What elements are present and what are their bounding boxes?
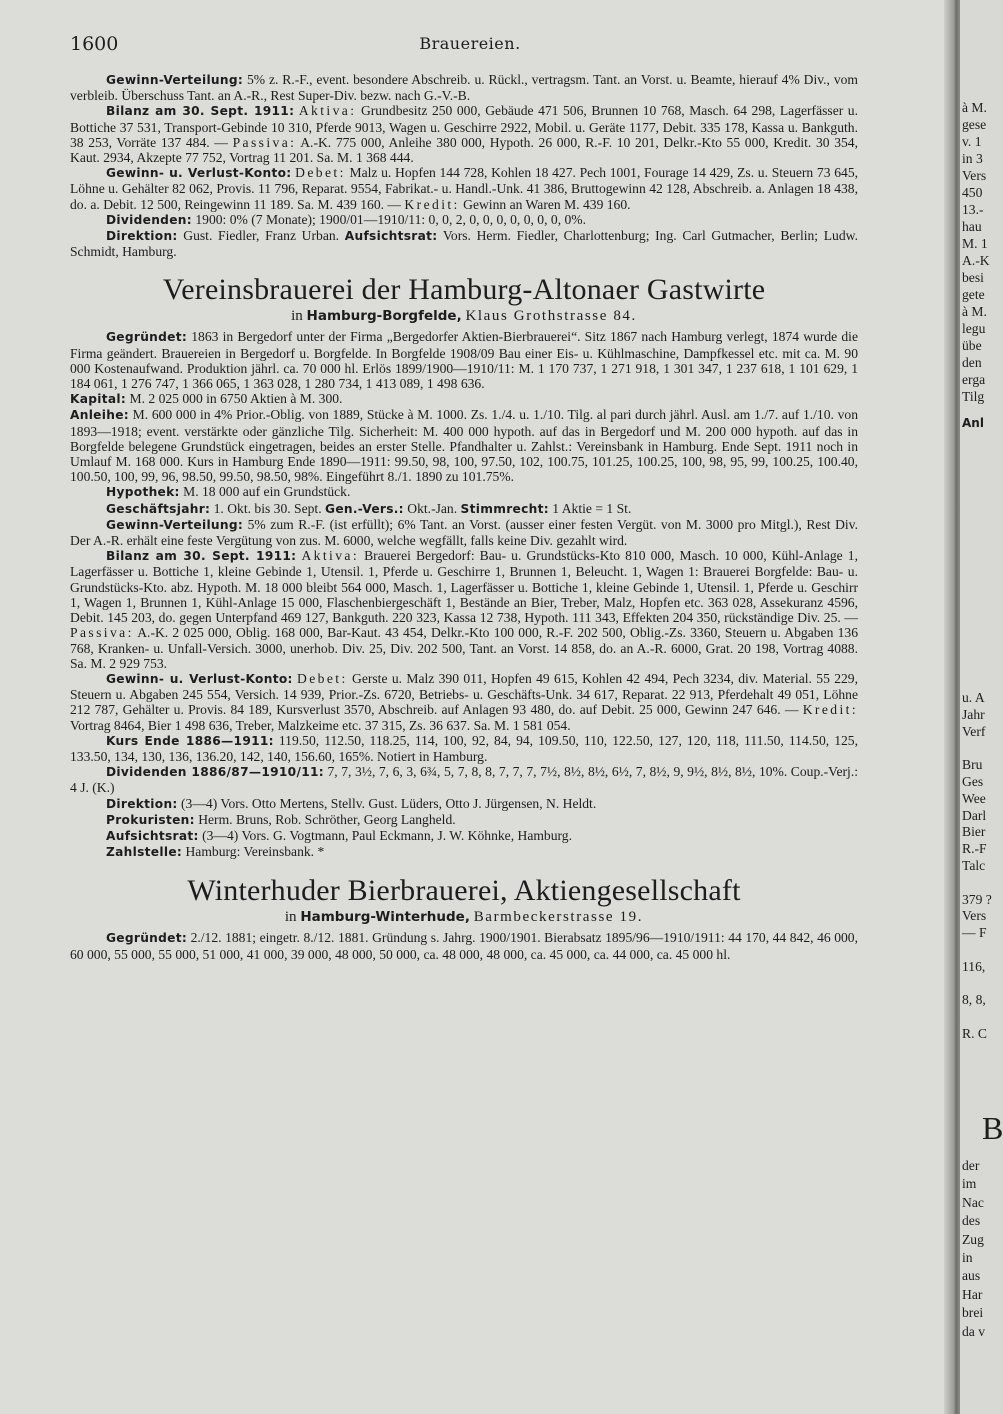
aufsichtsrat: Aufsichtsrat: (3—4) Vors. G. Vogtmann, Paul Eckmann, J. W. Köhnke, Hamburg.	[106, 827, 572, 843]
prokuristen: Prokuristen: Herm. Bruns, Rob. Schröther, Georg Langheld.	[106, 811, 456, 827]
next-page-line: R. C	[962, 1026, 987, 1041]
next-page-line: aus	[962, 1268, 981, 1284]
next-page-line: Har	[962, 1286, 983, 1302]
adjacent-page-fragment	[960, 0, 1003, 1414]
next-page-line: 8, 8,	[962, 992, 986, 1008]
next-page-line: — F	[962, 925, 987, 941]
next-page-line: der	[962, 1158, 980, 1173]
company2-gegruendet: Gegründet: 2./12. 1881; eingetr. 8./12. 1881. Gründung s. Jahrg. 1900/1901. Bierabsatz 1895/96—1910/1911: 44 170, 44 842, 46 000, 60 000, 55 000, 55 000, 51 000, 41 000, 39 000, 48 000, 50 000, ca. 48 000, 48 000, ca. 45 000, ca. 44 000, ca. 45 000 hl.	[70, 930, 858, 962]
next-page-line: brei	[962, 1305, 984, 1321]
bilanz: Bilanz am 30. Sept. 1911: Aktiva: Brauerei Bergedorf: Bau- u. Grundstücks-Kto 810 000, Masch. 10 000, Kühl-Anlage 1, Lagerfässer u. Bottiche 1, kleine Gebinde 1, Utensil. 1, Pferde u. Geschirre 1, Brunnen 1, Beleucht. 1, Wagen 1: Brauerei Borgfelde: Bau- u. Grundstücks-Kto. abz. Hypoth. M. 18 000 bleibt 564 000, Masch. 1, Lagerfässer u. Bottiche 1, kleine Gebinde 1, Utensil. 1, Pferde u. Geschirr 1, Wagen 1, Brunnen 1, Kühl-Anlage 15 000, Flaschenbiergeschäft 1, Bestände an Bier, Treber, Malz, Hopfen etc. 363 028, Assekuranz 4596, Debit. 145 203, do. gegen Unterpfand 469 127, Bankguth. 220 323, Kassa 12 738, Hypoth. 111 343, Effekten 204 350, rückständige Div. 25. — Passiva: A.-K. 2 025 000, Oblig. 168 000, Bar-Kaut. 43 454, Delkr.-Kto 100 000, R.-F. 202 500, Oblig.-Zs. 3360, Steuern u. Abgaben 136 768, Kranken- u. Unfall-Versich. 3000, unerhob. Div. 25, Div. 202 500, Tant. an Vorst. 14 858, do. an A.-R. 6000, Grat. 20 198, Vortrag 4088. Sa. M. 2 929 753.	[70, 548, 858, 671]
company-title: Vereinsbrauerei der Hamburg-Altonaer Gastwirte	[162, 273, 766, 307]
next-page-line: 379 ?	[962, 891, 992, 907]
next-page-line: 116,	[962, 958, 986, 974]
kurs: Kurs Ende 1886—1911: 119.50, 112.50, 118.25, 114, 100, 92, 84, 94, 109.50, 110, 122.50, 127, 120, 118, 111.50, 114.50, 125, 133.50, 134, 130, 136, 136.20, 142, 140, 156.60, 165%. Notiert in Hamburg.	[70, 732, 858, 764]
anleihe: Anleihe: M. 600 000 in 4% Prior.-Oblig. von 1889, Stücke à M. 1000. Zs. 1./4. u. 1./10. Tilg. al pari durch jährl. Ausl. am 1./7. auf 1./10. von 1893—1918; event. verstärkte oder gänzliche Tilg. Sicherheit: M. 400 000 hypoth. auf das in Bergedorf und M. 200 000 hypoth. auf das in Borgfelde belegene Grundstück eingetragen, beides an erster Stelle. Pfandhalter u. Zahlst.: Vereinsbank in Hamburg. Ende Sept. 1911 noch in Umlauf M. 168 000. Kurs in Hamburg Ende 1890—1911: 99.50, 98, 100, 97.50, 102, 100.75, 101.25, 100.25, 100, 98, 95, 99, 100.25, 100.40, 100.50, 100, 99, 96, 98.50, 99.50, 98.50, 98%. Eingeführt 8./1. 1890 zu 101.75%.	[70, 407, 859, 485]
next-page-line: Nac	[962, 1194, 984, 1210]
next-page-line: erga	[962, 372, 986, 387]
zahlstelle: Zahlstelle: Hamburg: Vereinsbank. *	[106, 844, 325, 860]
next-page-line: u. A	[962, 690, 985, 705]
company2-city: Hamburg-Winterhude,	[300, 909, 470, 926]
next-page-line: gete	[962, 287, 985, 302]
top-bilanz: Bilanz am 30. Sept. 1911: Aktiva: Grundbesitz 250 000, Gebäude 471 506, Brunnen 10 768, Masch. 64 298, Lagerfässer u. Bottiche 37 531, Transport-Gebinde 10 310, Pferde 9013, Wagen u. Geschirre 2922, Mobil. u. Geräte 1177, Debit. 335 178, Kassa u. Bankguth. 38 253, Vorräte 137 484. — Passiva: A.-K. 775 000, Anleihe 380 000, Hypoth. 26 000, R.-F. 10 201, Delkr.-Kto 55 000, Kredit. 30 354, Kaut. 2934, Akzepte 77 752, Vortrag 11 201. Sa. M. 1 368 444.	[70, 103, 859, 166]
gewinn-verlust-konto: Gewinn- u. Verlust-Konto: Debet: Gerste u. Malz 390 011, Hopfen 49 615, Kohlen 42 494, Pech 3234, div. Material. 55 229, Steuern u. Abgaben 245 554, Versich. 14 939, Prior.-Zs. 6720, Betriebs- u. Geschäfts-Unk. 34 617, Reparat. 22 913, Pferdehalt 49 051, Löhne 212 787, Gehälter u. Provis. 84 189, Kursverlust 3570, Abschreib. auf Anlagen 93 480, do. auf Debit. 25 000, Gewinn 247 646. — Kredit: Vortrag 8464, Bier 1 498 636, Treber, Malzkeime etc. 37 315, Zs. 36 637. Sa. M. 1 581 054.	[70, 670, 858, 733]
next-page-line: R.-F	[962, 841, 987, 857]
next-page-line: hau	[962, 219, 982, 234]
next-page-line: in	[962, 1250, 973, 1265]
running-title: Brauereien.	[419, 34, 521, 53]
next-page-line: Wee	[962, 790, 986, 806]
next-page-line: v. 1	[962, 134, 982, 149]
next-page-line: A.-K	[962, 253, 990, 268]
top-gewinn-verlust: Gewinn- u. Verlust-Konto: Debet: Malz u. Hopfen 144 728, Kohlen 18 427. Pech 1001, Fourage 14 429, Zs. u. Steuern 73 645, Löhne u. Gehälter 82 062, Provis. 11 796, Reparat. 9554, Fabrikat.- u. Handl.-Unk. 41 386, Bruttogewinn 42 128, Abschreib. a. Anlagen 18 438, do. a. Debit. 12 500, Reingewinn 11 189. Sa. M. 439 160. — Kredit: Gewinn an Waren M. 439 160.	[70, 165, 859, 212]
top-dividenden: Dividenden: 1900: 0% (7 Monate); 1900/01—1910/11: 0, 0, 2, 0, 0, 0, 0, 0, 0, 0, 0%.	[106, 211, 587, 227]
company2-title: Winterhuder Bierbrauerei, Aktiengesellschaft	[187, 874, 741, 908]
company-location: in Hamburg-Borgfelde, Klaus Grothstrasse 84.	[291, 308, 637, 325]
company-street: Klaus Grothstrasse 84.	[465, 308, 637, 325]
next-page-bold-fragment: Anl	[962, 416, 984, 430]
page-number: 1600	[70, 33, 119, 55]
next-page-line: Zug	[962, 1231, 984, 1247]
page-content	[70, 72, 858, 962]
next-page-line: da v	[962, 1323, 986, 1339]
next-page-line: Jahr	[962, 706, 985, 722]
next-page-line: à M.	[962, 100, 987, 115]
next-page-line: den	[962, 355, 982, 370]
company2-street: Barmbeckerstrasse 19.	[473, 909, 644, 926]
next-page-line: in 3	[962, 151, 983, 166]
next-page-line: à M.	[962, 304, 987, 319]
page-header	[70, 33, 870, 59]
next-page-line: Ges	[962, 774, 984, 789]
next-page-line: Bier	[962, 824, 986, 840]
kapital: Kapital: M. 2 025 000 in 6750 Aktien à M. 300.	[70, 391, 343, 407]
dividenden: Dividenden 1886/87—1910/11: 7, 7, 3½, 7, 6, 3, 6¾, 5, 7, 8, 8, 7, 7, 7, 7½, 8½, 8½, 6½, 7, 8½, 9, 9½, 8½, 8½, 10%. Coup.-Verj.: 4 J. (K.)	[70, 764, 858, 796]
gegruendet: Gegründet: 1863 in Bergedorf unter der Firma „Bergedorfer Aktien-Bierbrauerei“. Sitz 1867 nach Hamburg verlegt, 1874 wurde die Firma geändert. Brauereien in Bergedorf u. Borgfelde. In Borgfelde 1908/09 Bau einer Eis- u. Kühlmaschine, Dampfkessel etc. mit ca. M. 90 000 Kostenaufwand. Produktion jährl. ca. 70 000 hl. Erlös 1899/1900—1910/11: M. 1 170 737, 1 271 918, 1 301 347, 1 237 618, 1 101 629, 1 184 061, 1 276 747, 1 366 065, 1 363 028, 1 280 734, 1 413 089, 1 498 636.	[70, 329, 858, 392]
company-city: Hamburg-Borgfelde,	[306, 308, 462, 325]
company2-location: in Hamburg-Winterhude, Barmbeckerstrasse 19.	[284, 909, 644, 926]
direktion: Direktion: (3—4) Vors. Otto Mertens, Stellv. Gust. Lüders, Otto J. Jürgensen, N. Heldt.	[106, 795, 597, 811]
next-page-line: gese	[962, 117, 987, 132]
next-page-line: Tilg	[962, 389, 985, 404]
next-page-heading-letter: B	[982, 1110, 1003, 1146]
next-page-line: 13.-	[962, 202, 984, 217]
next-page-line: Talc	[962, 858, 986, 873]
next-page-line: Bru	[962, 757, 983, 773]
next-page-line: Vers	[962, 168, 987, 183]
next-page-line: M. 1	[962, 236, 988, 251]
hypothek: Hypothek: M. 18 000 auf ein Grundstück.	[106, 484, 351, 500]
next-page-line: 450	[962, 185, 983, 200]
next-page-line: legu	[962, 321, 986, 336]
top-gewinn-verteilung: Gewinn-Verteilung: 5% z. R.-F., event. besondere Abschreib. u. Rückl., vertragsm. Tant. an Vorst. u. Beamte, hierauf 4% Div., vom verbleib. Überschuss Tant. an A.-R., Rest Super-Div. bezw. nach G.-V.-B.	[70, 72, 858, 104]
next-page-line: Darl	[962, 807, 987, 823]
next-page-line: übe	[962, 338, 982, 353]
gewinn-verteilung: Gewinn-Verteilung: 5% zum R.-F. (ist erfüllt); 6% Tant. an Vorst. (ausser einer festen Vergüt. von M. 3000 pro Mitgl.), Rest Div. Der A.-R. erhält eine feste Vergütung von zus. M. 6000, welche wegfällt, falls keine Div. gezahlt wird.	[70, 516, 858, 549]
next-page-line: im	[962, 1176, 977, 1192]
top-direktion: Direktion: Gust. Fiedler, Franz Urban. Aufsichtsrat: Vors. Herm. Fiedler, Charlottenburg; Ing. Carl Gutmacher, Berlin; Ludw. Schmidt, Hamburg.	[70, 228, 858, 260]
next-page-line: Verf	[962, 723, 986, 739]
next-page-line: Vers	[962, 908, 987, 924]
next-page-line: des	[962, 1213, 981, 1229]
next-page-line: besi	[962, 270, 984, 285]
geschaeftsjahr: Geschäftsjahr: 1. Okt. bis 30. Sept. Gen.-Vers.: Okt.-Jan. Stimmrecht: 1 Aktie = 1 St.	[106, 500, 632, 516]
